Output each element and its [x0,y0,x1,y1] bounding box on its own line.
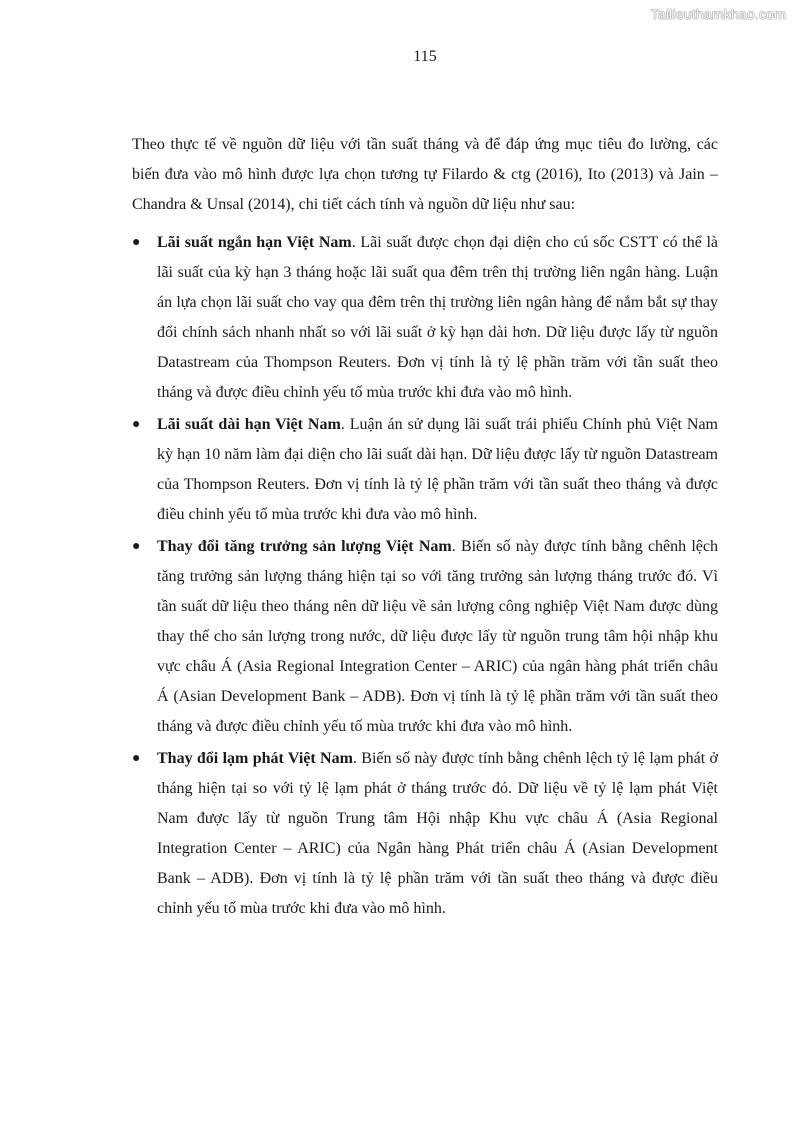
list-item-short-term-rate [132,228,718,408]
list-item-text: . Biến số này được tính bằng chênh lệch tăng trưởng sản lượng tháng hiện tại so với tăng trưởng sản lượng tháng trước đó. Vì tần suất dữ liệu theo tháng nên dữ liệu về sản lượng công nghiệp Việt Nam được dùng thay thế cho sản lượng trong nước, dữ liệu được lấy từ nguồn trung tâm hội nhập khu vực châu Á (Asia Regional Integration Center – ARIC) của ngân hàng phát triển châu Á (Asian Development Bank – ADB). Đơn vị tính là tỷ lệ phần trăm với tần suất theo tháng và được điều chỉnh yếu tố mùa trước khi đưa vào mô hình. [157,538,719,735]
watermark: Tailieuthamkhao.com [650,6,786,22]
list-item-text: . Lãi suất được chọn đại diện cho cú sốc CSTT có thể là lãi suất của kỳ hạn 3 tháng hoặc lãi suất qua đêm trên thị trường liên ngân hàng. Luận án lựa chọn lãi suất cho vay qua đêm trên thị trường liên ngân hàng để nắm bắt sự thay đổi chính sách nhanh nhất so với lãi suất ở kỳ hạn dài hơn. Dữ liệu được lấy từ nguồn Datastream của Thompson Reuters. Đơn vị tính là tỷ lệ phần trăm với tần suất theo tháng và được điều chỉnh yếu tố mùa trước khi đưa vào mô hình. [157,234,719,401]
page-number: 115 [413,48,437,65]
intro-paragraph: Theo thực tế về nguồn dữ liệu với tần suất tháng và để đáp ứng mục tiêu đo lường, các biến đưa vào mô hình được lựa chọn tương tự Filardo & ctg (2016), Ito (2013) và Jain – Chandra & Unsal (2014), chi tiết cách tính và nguồn dữ liệu như sau: [132,136,718,213]
bullet-icon: ● [132,417,141,432]
list-item-title: Lãi suất ngắn hạn Việt Nam [157,234,352,251]
bullet-icon: ● [132,539,141,554]
list-item-title: Thay đổi tăng trưởng sản lượng Việt Nam [157,538,452,555]
document-body [132,130,718,926]
variable-list [132,228,718,924]
bullet-icon: ● [132,751,141,766]
list-item-inflation-change [132,744,718,924]
list-item-long-term-rate [132,410,718,530]
bullet-icon: ● [132,235,141,250]
list-item-text: . Luận án sử dụng lãi suất trái phiếu Chính phủ Việt Nam kỳ hạn 10 năm làm đại diện cho lãi suất dài hạn. Dữ liệu được lấy từ nguồn Datastream của Thompson Reuters. Đơn vị tính là tỷ lệ phần trăm với tần suất theo tháng và được điều chỉnh yếu tố mùa trước khi đưa vào mô hình. [157,416,718,523]
list-item-title: Thay đổi lạm phát Việt Nam [157,750,353,767]
list-item-output-growth [132,532,718,742]
list-item-title: Lãi suất dài hạn Việt Nam [157,416,341,433]
list-item-text: . Biến số này được tính bằng chênh lệch tỷ lệ lạm phát ở tháng hiện tại so với tỷ lệ lạm phát ở tháng trước đó. Dữ liệu về tỷ lệ lạm phát Việt Nam được lấy từ nguồn Trung tâm Hội nhập Khu vực châu Á (Asia Regional Integration Center – ARIC) của Ngân hàng Phát triển châu Á (Asian Development Bank – ADB). Đơn vị tính là tỷ lệ phần trăm với tần suất theo tháng và được điều chỉnh yếu tố mùa trước khi đưa vào mô hình. [157,750,718,917]
